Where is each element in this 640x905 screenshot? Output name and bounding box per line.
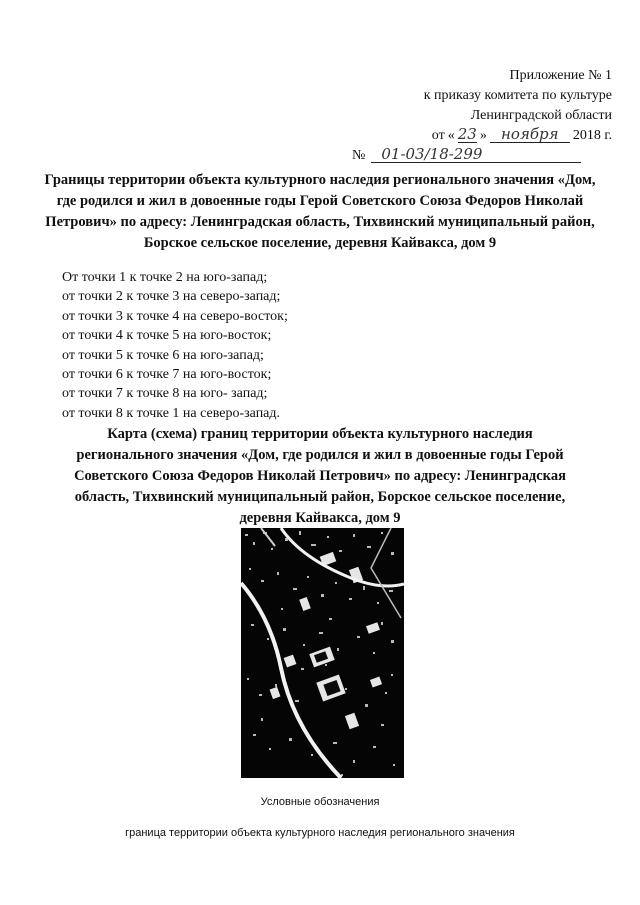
boundaries-title: Границы территории объекта культурного наследия регионального значения «Дом, где родился и жил в довоенные годы Герой Советского Союза Федоров Николай Петрович» по адресу: Ленинградская область, Тихвинский муниципальный район, Борское сельское поселение, деревня Кайвакса, дом 9 [44,172,596,251]
appendix-header [352,66,612,166]
appendix-number: Приложение № 1 [509,68,612,83]
aerial-map-image [241,528,404,778]
legend-title: Условные обозначения [260,796,380,808]
direction-item: от точки 6 к точке 7 на юго-восток; [62,367,272,383]
direction-item: от точки 3 к точке 4 на северо-восток; [62,308,288,324]
number-value: 01-03/18-299 [371,146,581,163]
direction-item: от точки 4 к точке 5 на юго-восток; [62,328,272,344]
region-name: Ленинградской области [470,108,612,123]
order-date: от « 23 » ноября 2018 г. [352,126,612,146]
boundary-directions-list [62,268,462,423]
date-day: 23 [457,125,477,143]
direction-item: от точки 8 к точке 1 на северо-запад. [62,405,281,421]
number-prefix: № [352,148,366,163]
direction-item: от точки 7 к точке 8 на юго- запад; [62,386,268,402]
order-reference: к приказу комитета по культуре [423,88,612,103]
direction-item: от точки 5 к точке 6 на юго-запад; [62,347,264,363]
legend-item: граница территории объекта культурного наследия регионального значения [125,827,515,839]
date-prefix: от [431,128,445,143]
order-number [352,146,612,166]
date-month: ноября [490,126,570,143]
map-title: Карта (схема) границ территории объекта культурного наследия регионального значения «Дом, где родился и жил в довоенные годы Герой Советского Союза Федоров Николай Петрович» по адресу: Ленинградская область, Тихвинский муниципальный район, Борское сельское поселение, деревня Кайвакса, дом 9 [74,426,566,526]
direction-item: От точки 1 к точке 2 на юго-запад; [62,270,268,285]
direction-item: от точки 2 к точке 3 на северо-запад; [62,289,281,305]
date-year: 2018 г. [572,128,612,143]
